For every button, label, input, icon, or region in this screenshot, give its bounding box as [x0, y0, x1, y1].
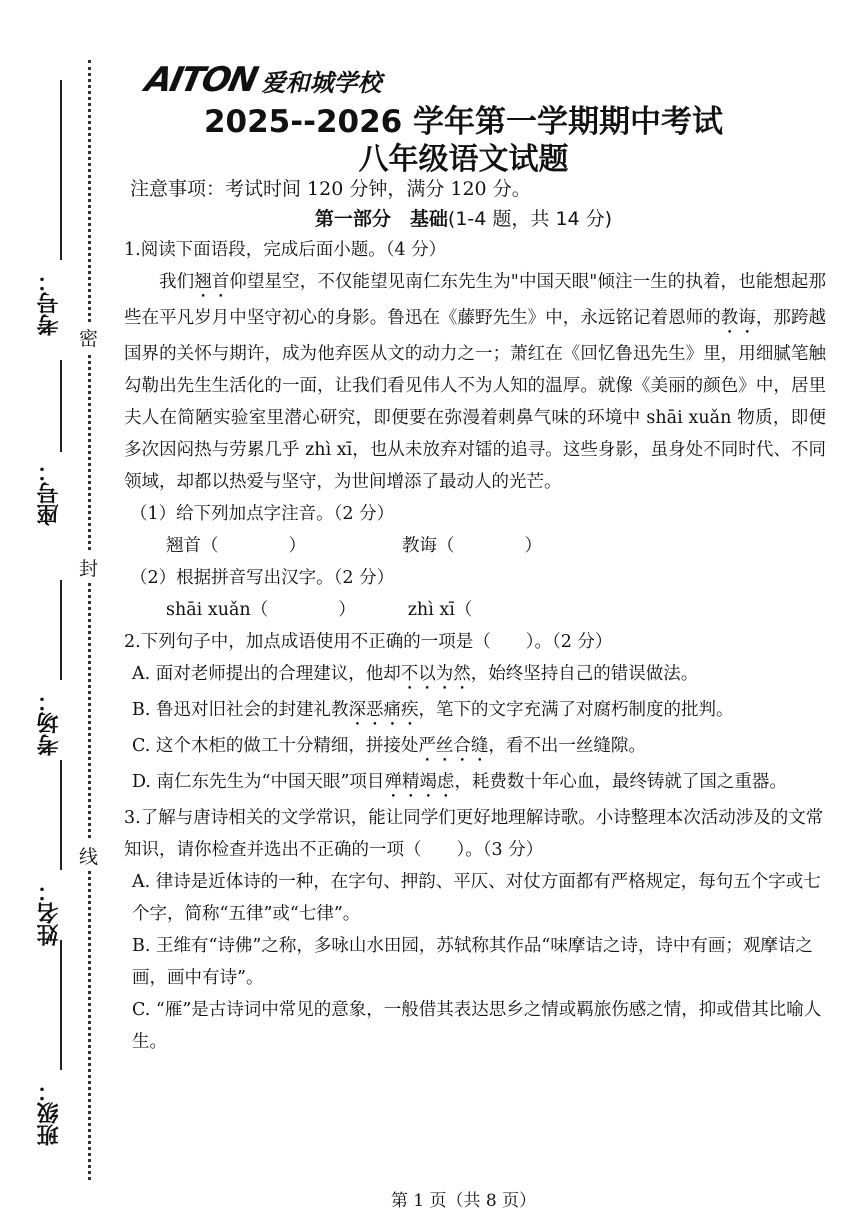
- question-content: [124, 234, 826, 1058]
- answer-prompt: 翘首（: [166, 536, 219, 556]
- answer-close: ）: [338, 600, 356, 620]
- option-idiom: 不以为然: [400, 664, 471, 684]
- q1-passage: [124, 266, 826, 498]
- option-text: ，看不出一丝缝隙。: [488, 736, 646, 756]
- option-idiom: 严丝合缝: [418, 736, 489, 756]
- option-text: B. 鲁迅对旧社会的封建礼教: [132, 700, 349, 720]
- part-title: 第一部分 基础: [314, 208, 448, 230]
- page-footer: 第 1 页（共 8 页）: [390, 1191, 537, 1211]
- seat-number-label: 座号：: [37, 460, 62, 526]
- q3-stem: 3.了解与唐诗相关的文学常识，能让同学们更好地理解诗歌。小诗整理本次活动涉及的文常知识，请你检查并选出不正确的一项（ ）。（3 分）: [124, 808, 824, 860]
- option-idiom: 殚精竭虑: [384, 772, 455, 792]
- passage-dotted-word: 翘首: [194, 272, 230, 292]
- school-logo: [141, 60, 382, 100]
- q2-option-b: [124, 694, 826, 730]
- passage-text: 仰望星空，不仅能望见南仁东先生为"中国天眼"倾注一生的执着，也能想起那些在平凡岁月中坚守初心的身影。鲁迅在《藤野先生》中，永远铭记着恩师的: [124, 272, 827, 328]
- exam-number-label: 考号：: [37, 270, 62, 336]
- exam-room-field[interactable]: [60, 580, 62, 680]
- logo-school-name: 爱和城学校: [261, 67, 382, 97]
- seal-char-xian: 线: [79, 840, 98, 871]
- q3-option-c: C. “雁”是古诗词中常见的意象，一般借其表达思乡之情或羁旅伤感之情，抑或借其比喻人生。: [132, 1000, 822, 1052]
- option-idiom: 深恶痛疾: [348, 700, 419, 720]
- part-note: (1-4 题，共 14 分): [447, 208, 613, 230]
- option-text: ，耗费数十年心血，最终铸就了国之重器。: [454, 772, 787, 792]
- class-field[interactable]: [60, 940, 62, 1070]
- answer-prompt: 教诲（: [402, 536, 455, 556]
- exam-title: 2025--2026 学年第一学期期中考试: [203, 104, 724, 140]
- q1-sub1-items: [124, 530, 826, 562]
- seat-number-field[interactable]: [60, 360, 62, 452]
- q2-option-a: [124, 658, 826, 694]
- seal-char-mi: 密: [79, 322, 98, 353]
- logo-mark: AITON: [141, 60, 260, 100]
- q1-sub2: （2）根据拼音写出汉字。（2 分）: [130, 568, 395, 588]
- passage-dotted-word: 教诲: [720, 308, 756, 328]
- q1-sub2-items: [124, 594, 826, 626]
- passage-text: 我们: [159, 272, 195, 292]
- answer-close: ）: [524, 536, 542, 556]
- part-heading: [0, 204, 867, 231]
- seal-char-feng: 封: [79, 552, 98, 583]
- q2-option-c: [124, 730, 826, 766]
- exam-room-label: 考场：: [37, 690, 62, 756]
- q3-option-a: A. 律诗是近体诗的一种，在字句、押韵、平仄、对仗方面都有严格规定，每句五个字或七个字，简称“五律”或“七律”。: [132, 872, 821, 924]
- option-text: ，始终坚持自己的错误做法。: [470, 664, 699, 684]
- answer-close: ）: [288, 536, 306, 556]
- name-field[interactable]: [60, 760, 62, 870]
- answer-prompt: zhì xī（: [407, 600, 473, 620]
- class-label: 班级：: [37, 1080, 62, 1146]
- name-label: 姓名：: [37, 880, 62, 946]
- q1-stem: 1.阅读下面语段，完成后面小题。（4 分）: [124, 240, 447, 260]
- exam-subtitle: 八年级语文试题: [358, 142, 569, 177]
- q2-option-d: [124, 766, 826, 802]
- q2-stem: 2.下列句子中，加点成语使用不正确的一项是（ ）。（2 分）: [124, 632, 613, 652]
- answer-prompt: shāi xuǎn（: [166, 600, 269, 620]
- q1-sub1: （1）给下列加点字注音。（2 分）: [130, 504, 395, 524]
- q3-option-b: B. 王维有“诗佛”之称，多咏山水田园，苏轼称其作品“味摩诘之诗，诗中有画；观摩诘之画，画中有诗”。: [132, 936, 813, 988]
- option-text: ，笔下的文字充满了对腐朽制度的批判。: [418, 700, 734, 720]
- exam-notice: 注意事项：考试时间 120 分钟，满分 120 分。: [130, 178, 531, 200]
- passage-text: ，那跨越国界的关怀与期许，成为他弃医从文的动力之一；萧红在《回忆鲁迅先生》里，用细腻笔触勾勒出先生生活化的一面，让我们看见伟人不为人知的温厚。就像《美丽的颜色》中，居里夫人在简陋实验室里潜心研究，即便要在弥漫着刺鼻气味的环境中 shāi xuǎn 物质，即便多次因闷热与劳累几乎 zhì xī，也从未放弃对镭的追寻。这些身影，虽身处不同时代、不同领域，却都以热爱与坚守，为世间增添了最动人的光芒。: [124, 308, 827, 492]
- option-text: C. 这个木柜的做工十分精细，拼接处: [132, 736, 419, 756]
- option-text: A. 面对老师提出的合理建议，他却: [132, 664, 401, 684]
- option-text: D. 南仁东先生为“中国天眼”项目: [132, 772, 385, 792]
